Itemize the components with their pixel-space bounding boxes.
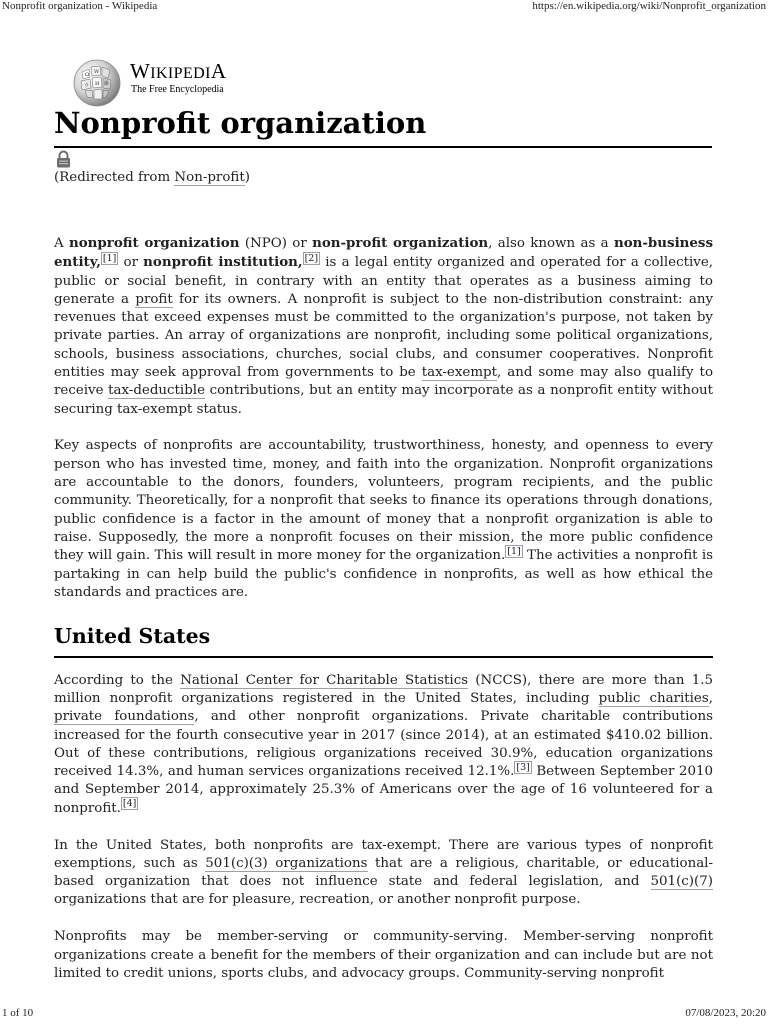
svg-text:ウ: ウ (84, 83, 90, 89)
citation-label[interactable]: [2] (304, 252, 319, 264)
text: or (118, 255, 144, 271)
text: contributions, but an entity may incorporate as a nonprofit entity without securing tax-exempt status. (54, 383, 714, 417)
bold-term: nonprofit organization (69, 235, 240, 251)
redirect-note (54, 170, 250, 185)
text: is a legal entity organized and operated for a collective, public or social benefit, in contrary with an entity that operates as a business aiming to generate a (54, 255, 714, 307)
wordmark-middle: IKIPEDI (150, 65, 211, 82)
501c7-link[interactable]: 501(c)(7) (650, 874, 713, 890)
text: , and some may also qualify to receive (54, 365, 714, 399)
wikipedia-wordmark (130, 59, 226, 84)
citation-label[interactable]: [4] (122, 798, 137, 810)
profit-link[interactable]: profit (135, 291, 173, 307)
bold-term: non-business entity, (54, 235, 713, 271)
tax-exempt-link[interactable]: tax-exempt (421, 365, 497, 381)
text: The activities a nonprofit is partaking in can help build the public's confidence in nonprofits, as well as how ethical the standards and practices are. (54, 548, 714, 600)
text: organizations that are for pleasure, recreation, or another nonprofit purpose. (54, 892, 581, 908)
redirect-suffix: ) (244, 170, 250, 185)
svg-text:W: W (94, 69, 100, 75)
bold-term: non-profit organization (312, 235, 489, 251)
page-title: Nonprofit organization (54, 104, 712, 148)
wikipedia-globe-icon (72, 58, 122, 108)
text: that are a religious, charitable, or educational-based organization that does not influence state and federal legislation, and (54, 855, 713, 890)
text: Between September 2010 and September 2014, approximately 25.3% of Americans over the age of 16 volunteered for a nonprofit. (54, 764, 713, 816)
redirect-source-link[interactable]: Non-profit (174, 170, 245, 185)
print-timestamp: 07/08/2023, 20:20 (685, 1007, 766, 1019)
text: A (54, 236, 69, 251)
print-page-title: Nonprofit organization - Wikipedia (2, 0, 158, 12)
wordmark-initial: W (130, 59, 151, 83)
section-heading-united-states: United States (54, 621, 713, 658)
501c3-link[interactable]: 501(c)(3) organizations (205, 855, 368, 871)
citation-ref[interactable] (505, 545, 522, 558)
print-url: https://en.wikipedia.org/wiki/Nonprofit_organization (532, 0, 766, 12)
text: for its owners. A nonprofit is subject to the non-distribution constraint: any revenues that exceed expenses must be committed to the organization's purpose, not taken by private parties. An array of organizations are nonprofit, including some political organizations, schools, business associations, churches, social clubs, and consumer cooperatives. Nonprofit entities may seek approval from governments to be (54, 291, 714, 381)
intro-paragraph-1 (54, 234, 713, 419)
citation-ref[interactable] (514, 761, 531, 774)
bold-term: nonprofit institution, (143, 254, 303, 271)
citation-label[interactable]: [1] (507, 545, 521, 557)
text: , (708, 690, 713, 706)
us-paragraph-2 (54, 837, 713, 910)
text: (NCCS), there are more than 1.5 million nonprofit organizations registered in the United States, including (54, 672, 713, 706)
citation-ref[interactable] (101, 252, 118, 265)
citation-ref[interactable] (303, 252, 320, 265)
nccs-link[interactable]: National Center for Charitable Statistics (180, 672, 469, 688)
print-page-number: 1 of 10 (2, 1007, 34, 1019)
us-paragraph-3 (54, 928, 713, 983)
svg-text:И: И (95, 81, 100, 87)
lock-icon (55, 150, 72, 168)
wikipedia-tagline: The Free Encyclopedia (131, 84, 224, 95)
text: Key aspects of nonprofits are accountability, trustworthiness, honesty, and openness to every person who has invested time, money, and faith into the organization. Nonprofit organizations are accountable to the donors, founders, volunteers, program recipients, and the public community. Theoretically, for a nonprofit that seeks to finance its operations through donations, public confidence is a factor in the amount of money that a nonprofit organization is able to raise. Supposedly, the more a nonprofit focuses on their mission, the more public confidence they will gain. This will result in more money for the organization. (54, 438, 713, 564)
print-footer (0, 1007, 768, 1021)
text: , also known as a (488, 236, 614, 251)
article-body (54, 234, 713, 1002)
wordmark-final: A (210, 59, 227, 83)
print-header (0, 0, 768, 14)
tax-deductible-link[interactable]: tax-deductible (108, 383, 205, 399)
text: Nonprofits may be member-serving or community-serving. Member-serving nonprofit organizations create a benefit for the members of their organization and can include but are not limited to credit unions, sports clubs, and advocacy groups. Community-serving nonprofit (54, 929, 713, 981)
private-foundations-link[interactable]: private foundations (54, 709, 195, 725)
svg-text:Ω: Ω (85, 72, 90, 78)
public-charities-link[interactable]: public charities (598, 690, 709, 706)
text: In the United States, both nonprofits are tax-exempt. There are various types of nonprofit exemptions, such as (54, 837, 713, 871)
citation-label[interactable]: [3] (516, 761, 530, 773)
wikipedia-logo[interactable] (72, 56, 272, 108)
citation-ref[interactable] (121, 797, 138, 810)
redirect-prefix: (Redirected from (54, 170, 175, 185)
text: , and other nonprofit organizations. Private charitable contributions increased for the fourth consecutive year in 2017 (since 2014), at an estimated $410.02 billion. Out of these contributions, religious organizations received 30.9%, education organizations received 14.3%, and human services organizations received 12.1%. (54, 709, 713, 780)
text: According to the (54, 672, 181, 688)
us-paragraph-1 (54, 672, 713, 818)
svg-text:維: 維 (104, 81, 110, 87)
citation-label[interactable]: [1] (102, 252, 117, 264)
intro-paragraph-2 (54, 437, 713, 602)
text: (NPO) or (239, 236, 313, 251)
